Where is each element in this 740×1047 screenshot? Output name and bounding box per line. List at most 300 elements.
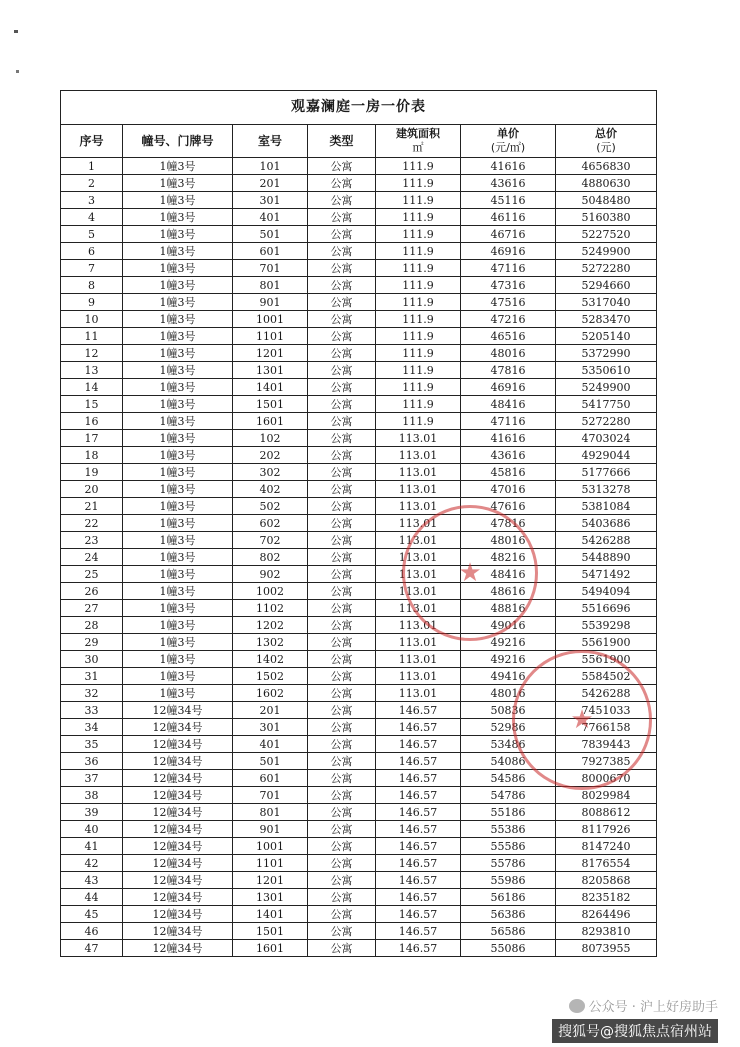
cell-unit-price: 47116 [461, 260, 556, 277]
cell-type: 公寓 [308, 447, 376, 464]
cell-total: 7451033 [556, 702, 657, 719]
cell-type: 公寓 [308, 753, 376, 770]
table-row [61, 617, 657, 634]
cell-type: 公寓 [308, 396, 376, 413]
table-row [61, 855, 657, 872]
table-row [61, 549, 657, 566]
cell-room: 701 [233, 787, 308, 804]
cell-unit-price: 46116 [461, 209, 556, 226]
table-row [61, 787, 657, 804]
cell-total: 5403686 [556, 515, 657, 532]
table-row [61, 158, 657, 175]
cell-unit-price: 48016 [461, 345, 556, 362]
cell-building: 1幢3号 [123, 464, 233, 481]
cell-area: 113.01 [376, 430, 461, 447]
cell-total: 5381084 [556, 498, 657, 515]
table-row [61, 889, 657, 906]
cell-unit-price: 54786 [461, 787, 556, 804]
cell-room: 902 [233, 566, 308, 583]
cell-seq: 43 [61, 872, 123, 889]
cell-seq: 25 [61, 566, 123, 583]
cell-total: 4880630 [556, 175, 657, 192]
cell-seq: 31 [61, 668, 123, 685]
cell-unit-price: 48216 [461, 549, 556, 566]
cell-type: 公寓 [308, 260, 376, 277]
cell-unit-price: 55186 [461, 804, 556, 821]
cell-area: 146.57 [376, 787, 461, 804]
cell-building: 1幢3号 [123, 328, 233, 345]
cell-building: 1幢3号 [123, 243, 233, 260]
table-row [61, 634, 657, 651]
header-room: 室号 [233, 125, 308, 158]
cell-building: 1幢3号 [123, 379, 233, 396]
cell-building: 1幢3号 [123, 600, 233, 617]
table-row [61, 804, 657, 821]
cell-type: 公寓 [308, 736, 376, 753]
cell-room: 1502 [233, 668, 308, 685]
cell-area: 111.9 [376, 379, 461, 396]
cell-unit-price: 48416 [461, 566, 556, 583]
table-row [61, 396, 657, 413]
cell-unit-price: 46516 [461, 328, 556, 345]
cell-type: 公寓 [308, 940, 376, 957]
cell-room: 1402 [233, 651, 308, 668]
header-area-unit: ㎡ [412, 141, 424, 154]
cell-unit-price: 50836 [461, 702, 556, 719]
table-row [61, 175, 657, 192]
cell-building: 12幢34号 [123, 872, 233, 889]
cell-total: 5227520 [556, 226, 657, 243]
cell-seq: 15 [61, 396, 123, 413]
cell-room: 202 [233, 447, 308, 464]
cell-total: 8000670 [556, 770, 657, 787]
table-row [61, 770, 657, 787]
table-row [61, 668, 657, 685]
cell-area: 111.9 [376, 260, 461, 277]
cell-total: 5448890 [556, 549, 657, 566]
cell-unit-price: 47516 [461, 294, 556, 311]
cell-type: 公寓 [308, 685, 376, 702]
cell-seq: 7 [61, 260, 123, 277]
cell-type: 公寓 [308, 362, 376, 379]
cell-type: 公寓 [308, 311, 376, 328]
cell-seq: 41 [61, 838, 123, 855]
cell-type: 公寓 [308, 532, 376, 549]
table-row [61, 906, 657, 923]
cell-seq: 24 [61, 549, 123, 566]
table-row [61, 498, 657, 515]
cell-building: 1幢3号 [123, 175, 233, 192]
cell-seq: 6 [61, 243, 123, 260]
cell-total: 5561900 [556, 634, 657, 651]
cell-total: 8088612 [556, 804, 657, 821]
cell-unit-price: 43616 [461, 447, 556, 464]
cell-total: 5471492 [556, 566, 657, 583]
table-row [61, 753, 657, 770]
cell-type: 公寓 [308, 617, 376, 634]
cell-building: 1幢3号 [123, 345, 233, 362]
cell-total: 5426288 [556, 532, 657, 549]
cell-room: 1001 [233, 838, 308, 855]
cell-total: 8205868 [556, 872, 657, 889]
cell-total: 5426288 [556, 685, 657, 702]
cell-room: 1101 [233, 855, 308, 872]
table-row [61, 260, 657, 277]
cell-building: 1幢3号 [123, 651, 233, 668]
cell-type: 公寓 [308, 889, 376, 906]
sohu-watermark: 搜狐号@搜狐焦点宿州站 [552, 1019, 718, 1043]
header-total-label: 总价 [595, 127, 618, 140]
cell-building: 12幢34号 [123, 702, 233, 719]
red-seal-stamp: ★ [402, 505, 538, 641]
cell-type: 公寓 [308, 277, 376, 294]
cell-type: 公寓 [308, 583, 376, 600]
cell-building: 1幢3号 [123, 413, 233, 430]
cell-room: 401 [233, 736, 308, 753]
cell-area: 111.9 [376, 328, 461, 345]
cell-total: 8293810 [556, 923, 657, 940]
cell-type: 公寓 [308, 804, 376, 821]
header-area-label: 建筑面积 [396, 127, 440, 140]
cell-seq: 38 [61, 787, 123, 804]
cell-total: 8264496 [556, 906, 657, 923]
cell-building: 12幢34号 [123, 906, 233, 923]
cell-area: 113.01 [376, 532, 461, 549]
cell-building: 1幢3号 [123, 209, 233, 226]
cell-unit-price: 46916 [461, 379, 556, 396]
cell-unit-price: 47816 [461, 362, 556, 379]
cell-area: 113.01 [376, 447, 461, 464]
cell-building: 1幢3号 [123, 277, 233, 294]
cell-type: 公寓 [308, 515, 376, 532]
cell-unit-price: 46716 [461, 226, 556, 243]
cell-room: 302 [233, 464, 308, 481]
cell-area: 146.57 [376, 940, 461, 957]
cell-unit-price: 47616 [461, 498, 556, 515]
cell-area: 146.57 [376, 719, 461, 736]
cell-building: 1幢3号 [123, 532, 233, 549]
cell-room: 501 [233, 226, 308, 243]
cell-seq: 26 [61, 583, 123, 600]
cell-room: 702 [233, 532, 308, 549]
cell-total: 5350610 [556, 362, 657, 379]
header-area [376, 125, 461, 158]
cell-seq: 13 [61, 362, 123, 379]
table-row [61, 209, 657, 226]
cell-seq: 34 [61, 719, 123, 736]
cell-type: 公寓 [308, 702, 376, 719]
cell-seq: 33 [61, 702, 123, 719]
cell-building: 1幢3号 [123, 498, 233, 515]
header-total [556, 125, 657, 158]
cell-unit-price: 55086 [461, 940, 556, 957]
cell-area: 113.01 [376, 498, 461, 515]
cell-unit-price: 47316 [461, 277, 556, 294]
cell-area: 113.01 [376, 685, 461, 702]
price-sheet [60, 90, 656, 957]
cell-type: 公寓 [308, 787, 376, 804]
cell-type: 公寓 [308, 158, 376, 175]
cell-seq: 39 [61, 804, 123, 821]
table-row [61, 379, 657, 396]
cell-area: 111.9 [376, 345, 461, 362]
header-type: 类型 [308, 125, 376, 158]
cell-seq: 9 [61, 294, 123, 311]
red-seal-stamp: ★ [512, 650, 652, 790]
cell-unit-price: 56386 [461, 906, 556, 923]
cell-seq: 46 [61, 923, 123, 940]
cell-total: 5249900 [556, 379, 657, 396]
cell-type: 公寓 [308, 838, 376, 855]
cell-unit-price: 41616 [461, 430, 556, 447]
cell-total: 5294660 [556, 277, 657, 294]
cell-room: 801 [233, 804, 308, 821]
cell-area: 146.57 [376, 753, 461, 770]
cell-area: 113.01 [376, 481, 461, 498]
cell-room: 701 [233, 260, 308, 277]
table-title: 观嘉澜庭一房一价表 [61, 91, 657, 125]
cell-seq: 19 [61, 464, 123, 481]
cell-total: 4703024 [556, 430, 657, 447]
cell-unit-price: 49216 [461, 634, 556, 651]
cell-seq: 27 [61, 600, 123, 617]
table-row [61, 515, 657, 532]
cell-seq: 37 [61, 770, 123, 787]
table-row [61, 447, 657, 464]
cell-room: 1301 [233, 889, 308, 906]
cell-unit-price: 47116 [461, 413, 556, 430]
cell-room: 801 [233, 277, 308, 294]
cell-room: 1102 [233, 600, 308, 617]
cell-building: 1幢3号 [123, 634, 233, 651]
cell-area: 111.9 [376, 209, 461, 226]
table-row [61, 243, 657, 260]
cell-type: 公寓 [308, 175, 376, 192]
cell-room: 102 [233, 430, 308, 447]
cell-seq: 12 [61, 345, 123, 362]
table-body [61, 158, 657, 957]
cell-seq: 4 [61, 209, 123, 226]
cell-seq: 10 [61, 311, 123, 328]
cell-type: 公寓 [308, 634, 376, 651]
cell-room: 601 [233, 770, 308, 787]
cell-unit-price: 48016 [461, 685, 556, 702]
cell-room: 1501 [233, 396, 308, 413]
cell-unit-price: 55386 [461, 821, 556, 838]
cell-room: 601 [233, 243, 308, 260]
table-row [61, 923, 657, 940]
cell-total: 7839443 [556, 736, 657, 753]
cell-total: 5494094 [556, 583, 657, 600]
cell-unit-price: 47016 [461, 481, 556, 498]
cell-area: 113.01 [376, 600, 461, 617]
cell-total: 5372990 [556, 345, 657, 362]
cell-building: 12幢34号 [123, 855, 233, 872]
cell-room: 602 [233, 515, 308, 532]
cell-room: 201 [233, 175, 308, 192]
cell-room: 1201 [233, 345, 308, 362]
cell-area: 113.01 [376, 583, 461, 600]
cell-type: 公寓 [308, 345, 376, 362]
cell-unit-price: 41616 [461, 158, 556, 175]
cell-total: 7766158 [556, 719, 657, 736]
cell-seq: 40 [61, 821, 123, 838]
cell-room: 501 [233, 753, 308, 770]
cell-area: 111.9 [376, 311, 461, 328]
table-row [61, 685, 657, 702]
cell-area: 146.57 [376, 872, 461, 889]
cell-building: 1幢3号 [123, 481, 233, 498]
cell-seq: 16 [61, 413, 123, 430]
table-row [61, 413, 657, 430]
cell-room: 402 [233, 481, 308, 498]
cell-area: 146.57 [376, 702, 461, 719]
cell-area: 146.57 [376, 838, 461, 855]
cell-total: 5283470 [556, 311, 657, 328]
cell-unit-price: 53486 [461, 736, 556, 753]
cell-unit-price: 48416 [461, 396, 556, 413]
cell-total: 8235182 [556, 889, 657, 906]
cell-seq: 30 [61, 651, 123, 668]
cell-unit-price: 49016 [461, 617, 556, 634]
cell-building: 1幢3号 [123, 549, 233, 566]
cell-type: 公寓 [308, 668, 376, 685]
cell-unit-price: 52986 [461, 719, 556, 736]
cell-building: 12幢34号 [123, 923, 233, 940]
header-unit-price-label: 单价 [497, 127, 519, 140]
table-row [61, 651, 657, 668]
cell-seq: 8 [61, 277, 123, 294]
cell-unit-price: 43616 [461, 175, 556, 192]
table-row [61, 481, 657, 498]
table-row [61, 838, 657, 855]
cell-building: 12幢34号 [123, 736, 233, 753]
cell-type: 公寓 [308, 243, 376, 260]
cell-room: 1401 [233, 906, 308, 923]
cell-type: 公寓 [308, 464, 376, 481]
table-row [61, 719, 657, 736]
wechat-label: 公众号 · 沪上好房助手 [588, 1000, 718, 1015]
cell-total: 5272280 [556, 413, 657, 430]
cell-area: 111.9 [376, 294, 461, 311]
cell-area: 113.01 [376, 566, 461, 583]
cell-room: 502 [233, 498, 308, 515]
cell-total: 5249900 [556, 243, 657, 260]
cell-total: 5317040 [556, 294, 657, 311]
cell-total: 7927385 [556, 753, 657, 770]
cell-room: 901 [233, 294, 308, 311]
cell-type: 公寓 [308, 566, 376, 583]
cell-type: 公寓 [308, 651, 376, 668]
cell-total: 5205140 [556, 328, 657, 345]
cell-unit-price: 55786 [461, 855, 556, 872]
cell-building: 12幢34号 [123, 787, 233, 804]
cell-room: 802 [233, 549, 308, 566]
cell-total: 5539298 [556, 617, 657, 634]
cell-type: 公寓 [308, 294, 376, 311]
cell-building: 12幢34号 [123, 719, 233, 736]
cell-type: 公寓 [308, 192, 376, 209]
cell-unit-price: 47216 [461, 311, 556, 328]
cell-unit-price: 45116 [461, 192, 556, 209]
cell-room: 1602 [233, 685, 308, 702]
cell-area: 111.9 [376, 413, 461, 430]
cell-total: 5516696 [556, 600, 657, 617]
cell-building: 12幢34号 [123, 838, 233, 855]
cell-room: 1601 [233, 940, 308, 957]
cell-room: 1302 [233, 634, 308, 651]
cell-seq: 45 [61, 906, 123, 923]
cell-type: 公寓 [308, 770, 376, 787]
cell-unit-price: 48016 [461, 532, 556, 549]
cell-seq: 44 [61, 889, 123, 906]
cell-area: 111.9 [376, 277, 461, 294]
table-row [61, 226, 657, 243]
cell-type: 公寓 [308, 855, 376, 872]
cell-total: 8147240 [556, 838, 657, 855]
cell-seq: 2 [61, 175, 123, 192]
cell-area: 113.01 [376, 515, 461, 532]
scan-speck [14, 30, 18, 33]
cell-type: 公寓 [308, 906, 376, 923]
cell-total: 5313278 [556, 481, 657, 498]
cell-area: 113.01 [376, 464, 461, 481]
cell-building: 1幢3号 [123, 192, 233, 209]
cell-building: 1幢3号 [123, 447, 233, 464]
cell-seq: 36 [61, 753, 123, 770]
cell-room: 1001 [233, 311, 308, 328]
cell-building: 1幢3号 [123, 430, 233, 447]
cell-room: 201 [233, 702, 308, 719]
cell-unit-price: 55986 [461, 872, 556, 889]
cell-type: 公寓 [308, 413, 376, 430]
cell-type: 公寓 [308, 923, 376, 940]
cell-seq: 32 [61, 685, 123, 702]
cell-area: 146.57 [376, 821, 461, 838]
cell-building: 12幢34号 [123, 940, 233, 957]
cell-building: 1幢3号 [123, 226, 233, 243]
cell-seq: 1 [61, 158, 123, 175]
cell-seq: 18 [61, 447, 123, 464]
cell-total: 8176554 [556, 855, 657, 872]
cell-total: 5584502 [556, 668, 657, 685]
cell-area: 111.9 [376, 192, 461, 209]
wechat-watermark [552, 996, 718, 1015]
cell-area: 113.01 [376, 549, 461, 566]
cell-type: 公寓 [308, 481, 376, 498]
cell-seq: 11 [61, 328, 123, 345]
cell-area: 111.9 [376, 175, 461, 192]
cell-unit-price: 48816 [461, 600, 556, 617]
cell-type: 公寓 [308, 328, 376, 345]
cell-total: 5272280 [556, 260, 657, 277]
header-total-unit: (元) [596, 141, 616, 154]
scan-speck [16, 70, 19, 73]
cell-room: 401 [233, 209, 308, 226]
table-row [61, 430, 657, 447]
cell-building: 1幢3号 [123, 583, 233, 600]
cell-total: 4656830 [556, 158, 657, 175]
cell-seq: 29 [61, 634, 123, 651]
header-unit-price [461, 125, 556, 158]
cell-room: 1202 [233, 617, 308, 634]
table-row [61, 940, 657, 957]
header-row [61, 125, 657, 158]
cell-building: 1幢3号 [123, 260, 233, 277]
cell-building: 1幢3号 [123, 158, 233, 175]
cell-total: 8029984 [556, 787, 657, 804]
table-row [61, 345, 657, 362]
